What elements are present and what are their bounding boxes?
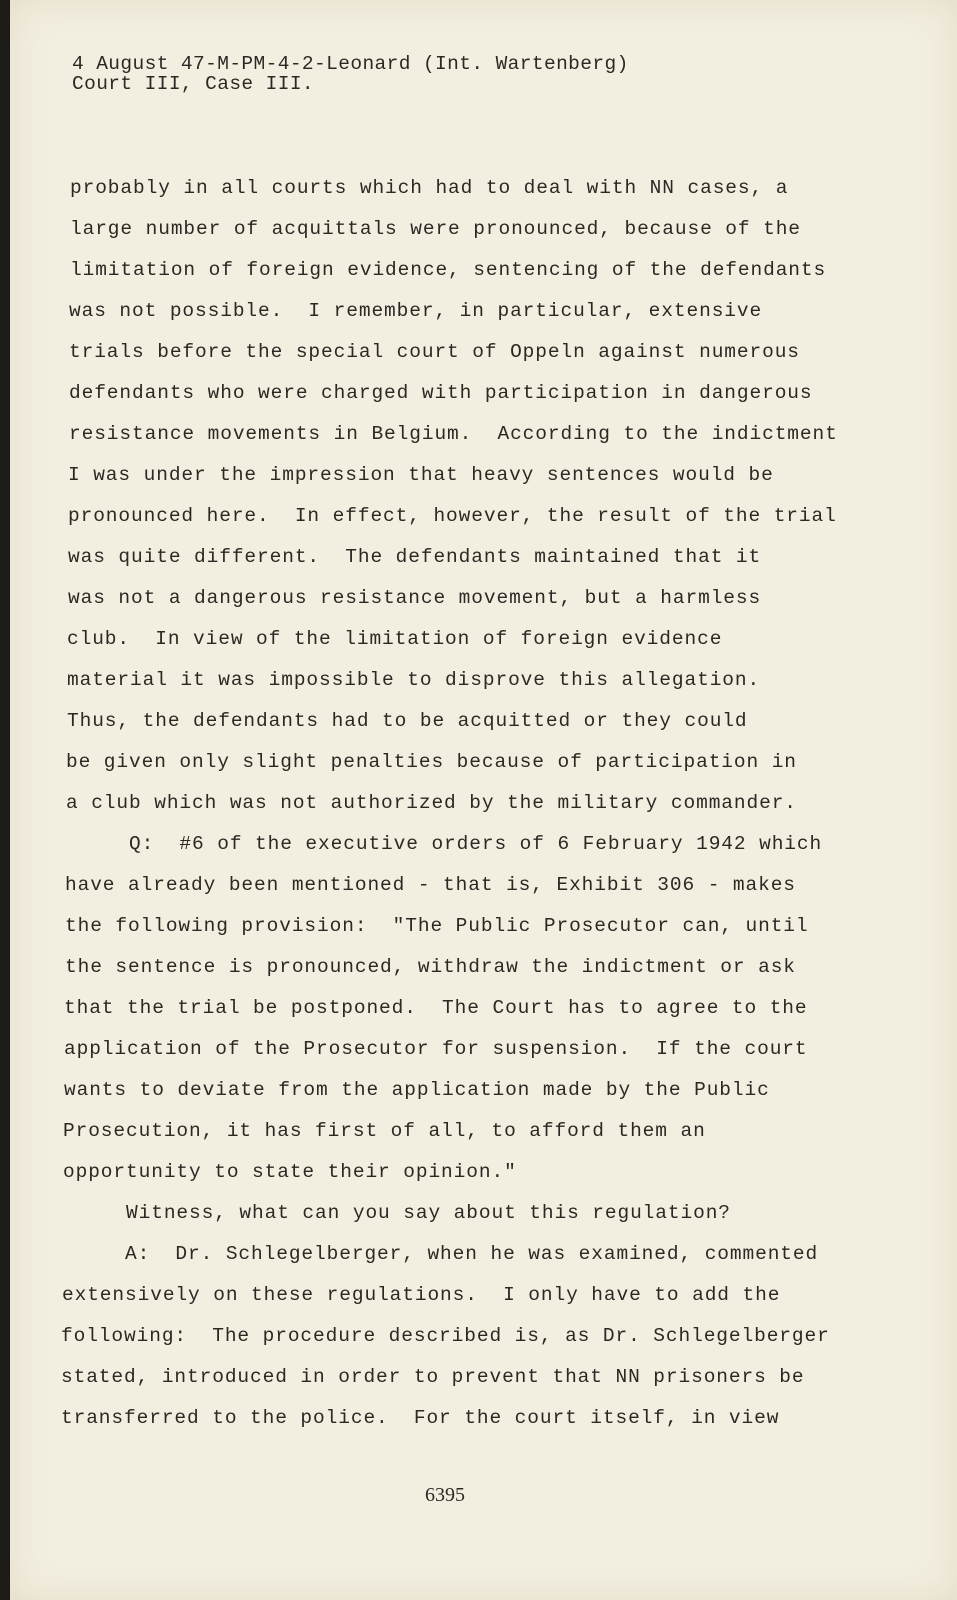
body-line: Prosecution, it has first of all, to afford them an: [63, 1120, 706, 1142]
body-line: limitation of foreign evidence, sentencing of the defendants: [70, 259, 827, 281]
body-line: a club which was not authorized by the military commander.: [66, 792, 797, 814]
body-line: defendants who were charged with participation in dangerous: [69, 382, 813, 404]
body-line: material it was impossible to disprove this allegation.: [67, 669, 761, 691]
body-line: application of the Prosecutor for suspension. If the court: [64, 1038, 808, 1060]
body-line: pronounced here. In effect, however, the result of the trial: [68, 505, 837, 527]
body-line: Thus, the defendants had to be acquitted or they could: [67, 710, 748, 732]
body-line: be given only slight penalties because of participation in: [66, 751, 797, 773]
body-line: I was under the impression that heavy sentences would be: [68, 464, 774, 486]
body-line: Q: #6 of the executive orders of 6 February 1942 which: [66, 833, 823, 855]
body-line: the following provision: "The Public Prosecutor can, until: [65, 915, 809, 937]
header-line-1: 4 August 47-M-PM-4-2-Leonard (Int. Wartenberg): [72, 53, 629, 75]
body-line: transferred to the police. For the court itself, in view: [61, 1407, 780, 1429]
body-line: resistance movements in Belgium. According to the indictment: [69, 423, 838, 445]
body-line: the sentence is pronounced, withdraw the indictment or ask: [65, 956, 796, 978]
body-line: was not possible. I remember, in particular, extensive: [69, 300, 763, 322]
body-line: opportunity to state their opinion.": [63, 1161, 517, 1183]
body-line: wants to deviate from the application made by the Public: [64, 1079, 770, 1101]
document-page: [10, 0, 957, 1600]
body-line: Witness, what can you say about this regulation?: [63, 1202, 731, 1224]
body-line: probably in all courts which had to deal with NN cases, a: [70, 177, 789, 199]
body-line: following: The procedure described is, as Dr. Schlegelberger: [61, 1325, 830, 1347]
body-line: A: Dr. Schlegelberger, when he was examined, commented: [62, 1243, 819, 1265]
body-line: trials before the special court of Oppeln against numerous: [69, 341, 800, 363]
page-number: 6395: [425, 1484, 465, 1506]
body-line: club. In view of the limitation of foreign evidence: [67, 628, 723, 650]
body-line: large number of acquittals were pronounced, because of the: [70, 218, 801, 240]
body-line: stated, introduced in order to prevent that NN prisoners be: [61, 1366, 805, 1388]
body-line: have already been mentioned - that is, Exhibit 306 - makes: [65, 874, 796, 896]
body-line: was not a dangerous resistance movement, but a harmless: [68, 587, 762, 609]
body-line: extensively on these regulations. I only have to add the: [62, 1284, 781, 1306]
body-line: that the trial be postponed. The Court has to agree to the: [64, 997, 808, 1019]
header-line-2: Court III, Case III.: [72, 73, 315, 95]
body-line: was quite different. The defendants maintained that it: [68, 546, 762, 568]
